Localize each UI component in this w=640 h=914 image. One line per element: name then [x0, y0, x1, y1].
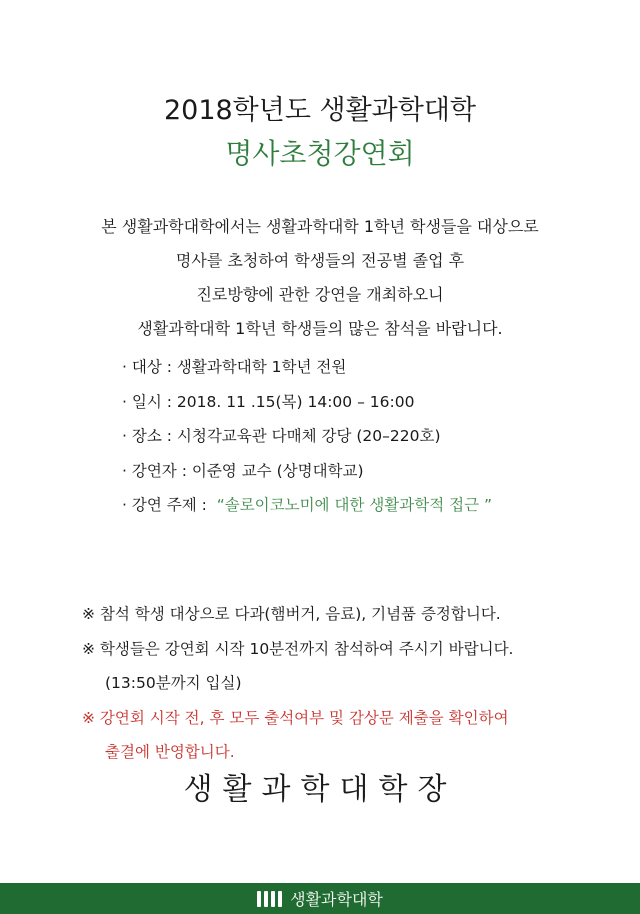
notes — [82, 597, 513, 770]
note-warning: ※ 강연회 시작 전, 후 모두 출석여부 및 감상문 제출을 확인하여 — [82, 708, 509, 727]
detail-target — [122, 350, 492, 385]
detail-value: 이준영 교수 (상명대학교) — [191, 461, 364, 480]
subtitle: 명사초청강연회 — [225, 137, 415, 170]
footer — [0, 883, 640, 914]
detail-label: · 강연 주제 : — [122, 496, 217, 514]
detail-label: · 대상 : — [122, 358, 177, 376]
detail-place — [122, 419, 492, 454]
detail-label: · 장소 : — [122, 427, 177, 445]
note: ※ 학생들은 강연회 시작 10분전까지 참석하여 주시기 바랍니다. — [82, 639, 514, 658]
details-list — [122, 350, 492, 523]
detail-topic — [122, 488, 492, 523]
intro-line: 생활과학대학 1학년 학생들의 많은 참석을 바랍니다. — [137, 319, 503, 338]
detail-value: 시청각교육관 다매체 강당 (20–220호) — [176, 427, 441, 445]
note: ※ 참석 학생 대상으로 다과(햄버거, 음료), 기념품 증정합니다. — [82, 605, 501, 623]
detail-value: 생활과학대학 1학년 전원 — [176, 358, 347, 376]
intro-line: 진로방향에 관한 강연을 개최하오니 — [196, 285, 444, 304]
detail-label: · 일시 : — [122, 392, 177, 411]
college-logo-icon — [257, 891, 282, 907]
intro-line: 본 생활과학대학에서는 생활과학대학 1학년 학생들을 대상으로 — [101, 217, 539, 236]
detail-value: 2018. 11 .15(목) 14:00 – 16:00 — [176, 392, 415, 411]
signature: 생활과학대학장 — [183, 772, 457, 807]
detail-date — [122, 385, 492, 420]
detail-label: · 강연자 : — [122, 461, 192, 480]
intro-text — [0, 210, 640, 346]
title: 2018학년도 생활과학대학 — [163, 95, 477, 126]
note: (13:50분까지 입실) — [105, 674, 242, 692]
footer-college-name: 생활과학대학 — [290, 890, 383, 909]
detail-value: “솔로이코노미에 대한 생활과학적 접근 ” — [216, 496, 493, 514]
detail-speaker — [122, 454, 492, 489]
note-warning: 출결에 반영합니다. — [105, 743, 235, 761]
intro-line: 명사를 초청하여 학생들의 전공별 졸업 후 — [175, 251, 465, 270]
